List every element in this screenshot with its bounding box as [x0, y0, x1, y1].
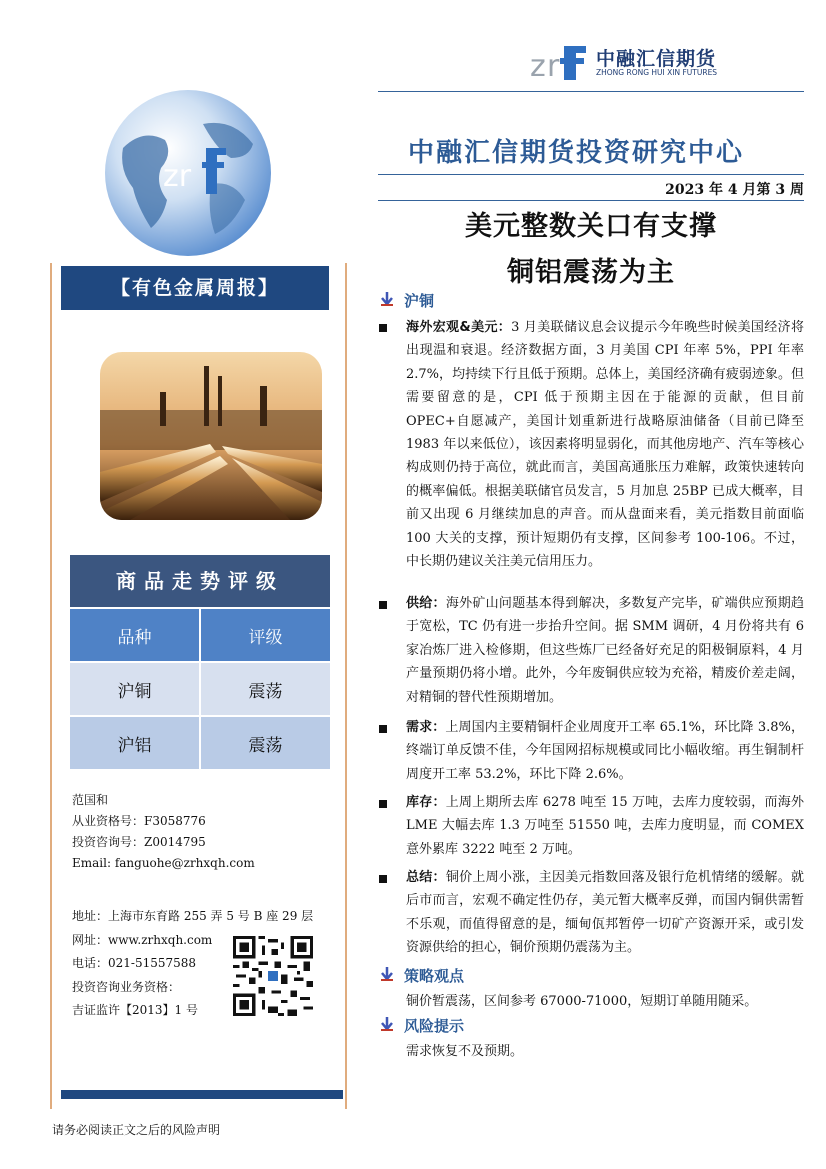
header-divider-3 [378, 200, 804, 201]
rating-row [70, 662, 330, 716]
analyst-name: 范国和 [72, 793, 109, 807]
research-center-name: 中融汇信期货投资研究中心 [408, 138, 745, 168]
report-title-line2: 铜铝震荡为主 [507, 257, 675, 288]
section-heading-text: 策略观点 [404, 967, 465, 985]
paragraph-inventory [406, 791, 804, 861]
header-divider-2 [378, 174, 804, 175]
logo-text-en: ZHONG RONG HUI XIN FUTURES [596, 68, 718, 77]
paragraph-supply [406, 592, 804, 709]
section-arrow-icon [380, 292, 396, 310]
paragraph-macro [406, 316, 804, 573]
paragraph-text: 上周国内主要精铜杆企业周度开工率 65.1%，环比降 3.8%，终端订单反馈不佳，今年国网招标规模或同比小幅收缩。再生铜制杆周度开工率 53.2%，环比下降 2.6%。 [406, 720, 804, 782]
svg-text:z: z [530, 49, 546, 82]
analyst-license: 从业资格号：F3058776 [72, 814, 206, 828]
zrf-logo-mark-icon [530, 42, 592, 82]
section-heading-text: 风险提示 [404, 1017, 465, 1035]
svg-text:zr: zr [163, 159, 192, 194]
company-qualification: 投资咨询业务资格： [72, 979, 181, 994]
globe-logo-icon [103, 88, 273, 258]
section-arrow-icon [380, 967, 396, 985]
paragraph-label: 总结： [406, 870, 446, 885]
svg-text:r: r [547, 49, 560, 82]
paragraph-label: 需求： [406, 720, 446, 735]
rating-header-rating: 评级 [200, 609, 330, 662]
rating-value: 震荡 [200, 662, 330, 716]
analyst-consult-id: 投资咨询号：Z0014795 [72, 835, 206, 849]
issue-date: 2023 年 4 月第 3 周 [665, 182, 804, 198]
company-phone: 电话：021-51557588 [72, 956, 197, 970]
paragraph-summary [406, 866, 804, 960]
risk-text: 需求恢复不及预期。 [406, 1044, 524, 1059]
logo-text-cn: 中融汇信期货 [596, 48, 717, 70]
paragraph-text: 3 月美联储议息会议提示今年晚些时候美国经济将出现温和衰退。经济数据方面，3 月美国 CPI 年率 5%，PPI 年率 2.7%，均持续下行且低于预期。总体上，美国经济确有疲弱迹象。但需要留意的是，CPI 低于预期主因在于能源的贡献，但目前 OPEC+自愿减产，美国计划重新进行战略原油储备（目前已降至 1983 年以来低位），该因素将明显弱化，而其他房地产、汽车等核心构成则仍持于高位，就此而言，美国高通胀压力难解，政策快速转向的概率偏低。根据美联储官员发言，5 月加息 25BP 已成大概率，目前又出现 6 月继续加息的声音。而从盘面来看，美元指数目前面临 100 大关的支撑，预计短期仍有支撑，区间参考 100-106。不过，中长期仍建议关注美元信用压力。 [406, 320, 804, 570]
bullet-icon [379, 324, 387, 332]
section-heading-strategy [380, 965, 464, 986]
analyst-email: Email: fanguohe@zrhxqh.com [72, 856, 255, 870]
paragraph-label: 海外宏观&美元： [406, 320, 512, 335]
sidebar-bottom-bar [61, 1090, 343, 1099]
rating-header-variety: 品种 [70, 609, 200, 662]
header-divider [378, 91, 804, 92]
paragraph-label: 库存： [406, 795, 446, 810]
section-heading-risk [380, 1015, 464, 1036]
paragraph-text: 铜价上周小涨，主因美元指数回落及银行危机情绪的缓解。就后市而言，宏观不确定性仍存，美元暂大概率反弹，而国内铜供需暂不乐观，而值得留意的是，缅甸佤邦暂停一切矿产资源开采，或引发资源供给的担心，铜价预期仍震荡为主。 [406, 870, 804, 956]
rating-row [70, 716, 330, 769]
paragraph-demand [406, 716, 804, 786]
rating-variety: 沪铜 [70, 662, 200, 716]
section-heading-text: 沪铜 [404, 292, 435, 310]
section-heading-copper [380, 290, 434, 311]
risk-disclaimer-note: 请务必阅读正文之后的风险声明 [52, 1123, 221, 1137]
qr-code-icon [229, 936, 317, 1016]
bullet-icon [379, 725, 387, 733]
paragraph-text: 海外矿山问题基本得到解决，多数复产完毕，矿端供应预期趋于宽松，TC 仍有进一步抬升空间。据 SMM 调研，4 月份将共有 6 家冶炼厂进入检修期，但这些炼厂已经备好充足的阳极铜原料，4 月产量预期仍将小增。此外，今年废铜供应较为充裕，精废价差走阔，对精铜的替代性预期增加。 [406, 596, 804, 705]
bullet-icon [379, 875, 387, 883]
company-permit: 吉证监许【2013】1 号 [72, 1003, 198, 1017]
rating-value: 震荡 [200, 716, 330, 769]
report-title-line1: 美元整数关口有支撑 [465, 211, 717, 242]
strategy-text: 铜价暂震荡，区间参考 67000-71000，短期订单随用随采。 [406, 994, 758, 1009]
paragraph-text: 上周上期所去库 6278 吨至 15 万吨，去库力度较弱，而海外 LME 大幅去库 1.3 万吨至 51550 吨，去库力度明显，而 COMEX 意外累库 3222 吨至 2 万吨。 [406, 795, 804, 857]
bullet-icon [379, 601, 387, 609]
analyst-info [72, 790, 255, 874]
company-logo [530, 40, 730, 84]
bullet-icon [379, 800, 387, 808]
rating-table-title: 商品走势评级 [70, 555, 330, 607]
rating-table [70, 609, 330, 769]
report-type-banner: 【有色金属周报】 [61, 266, 329, 310]
paragraph-label: 供给： [406, 596, 446, 611]
company-address: 地址：上海市东育路 255 弄 5 号 B 座 29 层 [72, 909, 314, 923]
rating-variety: 沪铝 [70, 716, 200, 769]
company-website: 网址：www.zrhxqh.com [72, 932, 213, 947]
section-arrow-icon [380, 1017, 396, 1035]
pipeline-photo [100, 352, 322, 520]
